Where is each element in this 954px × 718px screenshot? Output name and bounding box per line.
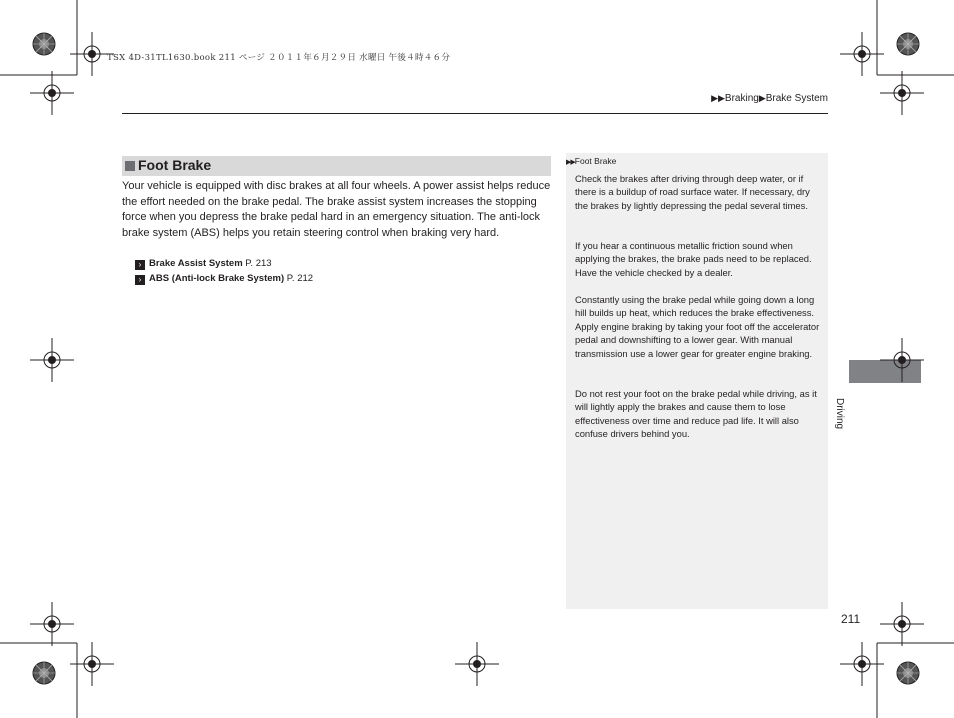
breadcrumb-page: Brake System xyxy=(765,93,828,104)
reference-title: Brake Assist System xyxy=(149,258,243,269)
note-arrows-icon: ▶▶ xyxy=(566,159,575,166)
section-title: Foot Brake xyxy=(138,157,212,173)
reference-title: ABS (Anti-lock Brake System) xyxy=(149,273,285,284)
page-number: 211 xyxy=(841,612,861,626)
reference-page: P. 212 xyxy=(286,273,314,284)
sidebar-caption-text: Foot Brake xyxy=(574,156,617,166)
reference-arrow-icon: › xyxy=(135,260,145,270)
sidebar-paragraph: Do not rest your foot on the brake pedal while driving, as it will lightly apply the brakes and cause them to lose effectiveness over time and reduce pad life. It will also confuse drivers behind you. xyxy=(575,388,817,440)
chapter-tab-label: Driving xyxy=(834,398,845,430)
sidebar-paragraph: Check the brakes after driving through deep water, or if there is a buildup of road surface water. If necessary, dry the brakes by lightly depressing the pedal several times. xyxy=(575,173,810,211)
main-paragraph: Your vehicle is equipped with disc brakes at all four wheels. A power assist helps reduce the effort needed on the brake pedal. The brake assist system increases the stopping force when you depress the brake pedal hard in an emergency situation. The anti-lock brake system (ABS) helps you retain steering control when braking very hard. xyxy=(122,180,551,239)
sidebar-paragraph: If you hear a continuous metallic friction sound when applying the brakes, the brake pads need to be replaced. Have the vehicle checked by a dealer. xyxy=(575,240,812,278)
reference-page: P. 213 xyxy=(245,258,272,269)
breadcrumb-arrows: ▶▶ xyxy=(711,93,725,103)
breadcrumb-section: Braking xyxy=(724,93,759,104)
breadcrumb-separator: ▶ xyxy=(758,93,766,103)
print-header: TSX 4D-31TL1630.book 211 ページ ２０１１年６月２９日 水曜日 午後４時４６分 xyxy=(107,53,451,63)
sidebar-paragraph: Constantly using the brake pedal while going down a long hill builds up heat, which reduces the brake effectiveness. Apply engine braking by taking your foot off the accelerator pedal and downshifting to a lower gear. With manual transmission use a lower gear for greater engine braking. xyxy=(575,294,820,359)
reference-arrow-icon: › xyxy=(135,275,145,285)
